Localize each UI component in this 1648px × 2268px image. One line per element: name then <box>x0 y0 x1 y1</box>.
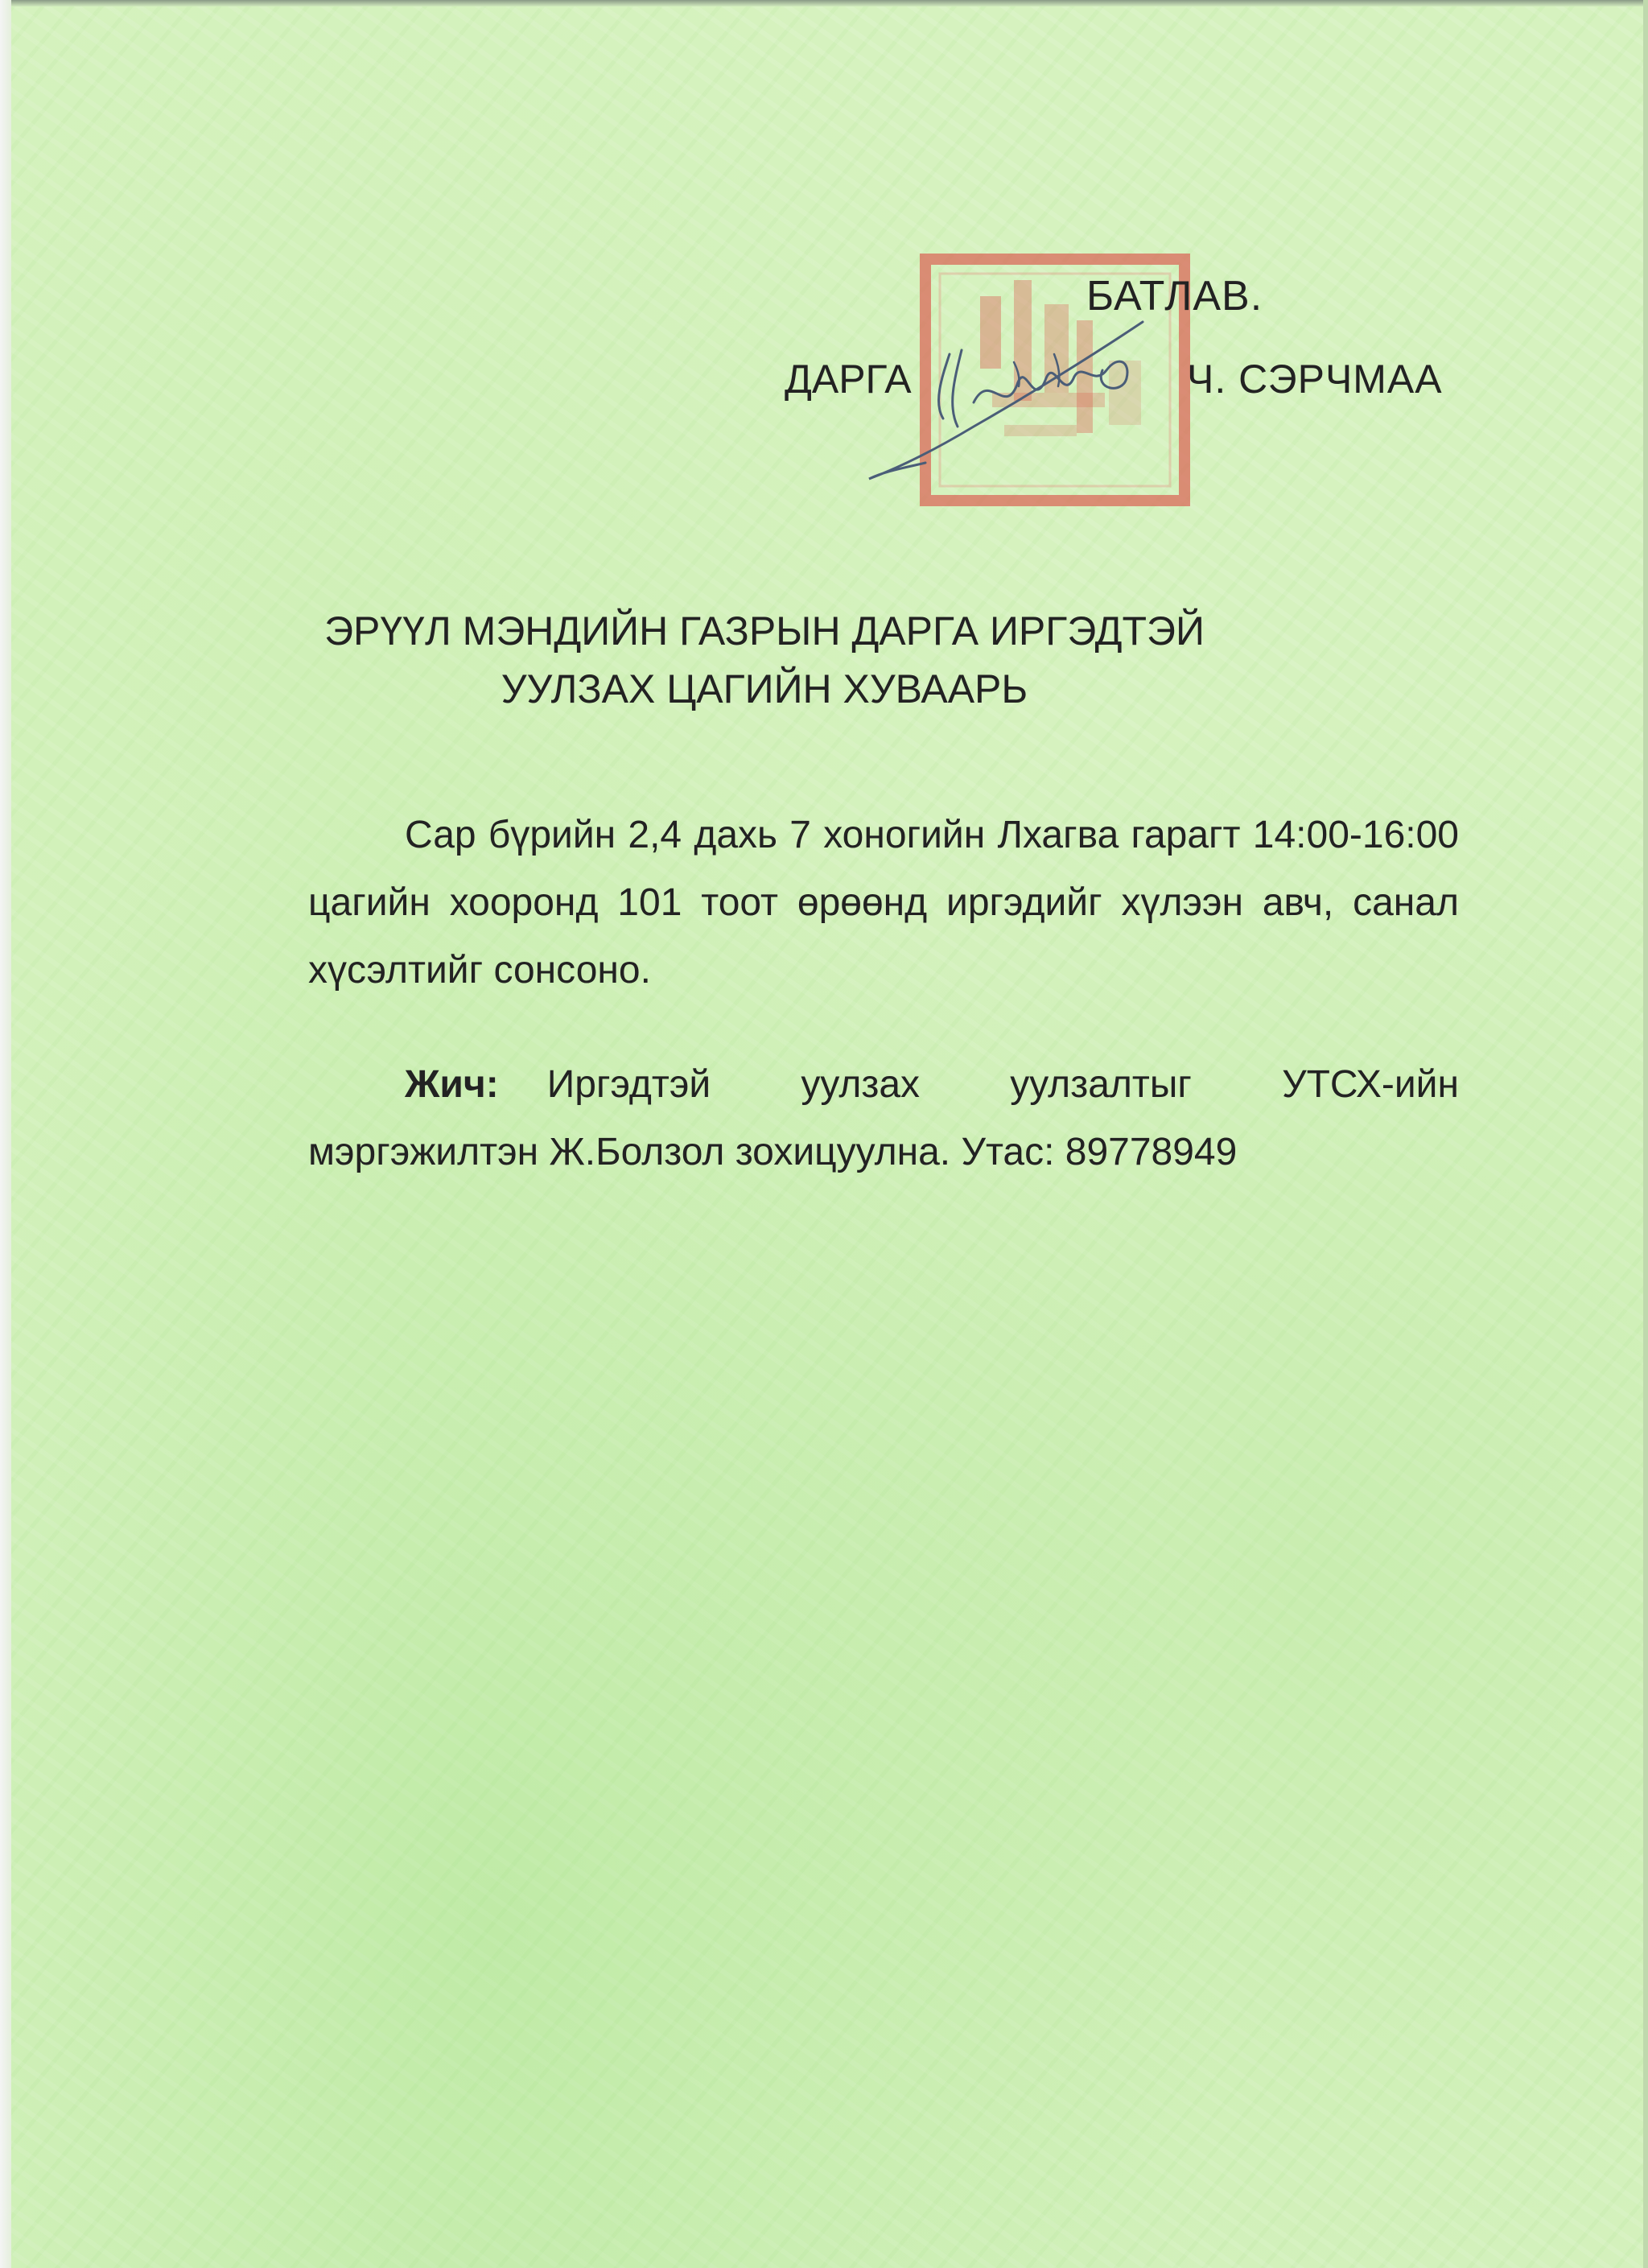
note-text: Иргэдтэй уулзах уулзалтыг УТСХ-ийн мэргэжилтэн Ж.Болзол зохицуулна. Утас: 89778949 <box>308 1063 1459 1173</box>
note-paragraph <box>308 1051 1459 1186</box>
note-label: Жич: <box>405 1063 499 1106</box>
document-title-line-1: ЭРҮҮЛ МЭНДИЙН ГАЗРЫН ДАРГА ИРГЭДТЭЙ <box>324 608 1205 654</box>
signer-role: ДАРГА <box>785 357 912 402</box>
signer-name: Ч. СЭРЧМАА <box>1187 357 1443 402</box>
document-title <box>241 602 1288 718</box>
approve-label: БАТЛАВ. <box>1086 273 1263 320</box>
schedule-paragraph: Сар бүрийн 2,4 дахь 7 хоногийн Лхагва гарагт 14:00-16:00 цагийн хооронд 101 тоот өрөөнд иргэдийг хүлээн авч, санал хүсэлтийг сонсоно. <box>308 814 1459 992</box>
scan-edge-right <box>1643 0 1648 2268</box>
scan-edge-left <box>0 0 11 2268</box>
document-title-line-2: УУЛЗАХ ЦАГИЙН ХУВААРЬ <box>501 666 1028 711</box>
scan-edge-top <box>0 0 1648 6</box>
